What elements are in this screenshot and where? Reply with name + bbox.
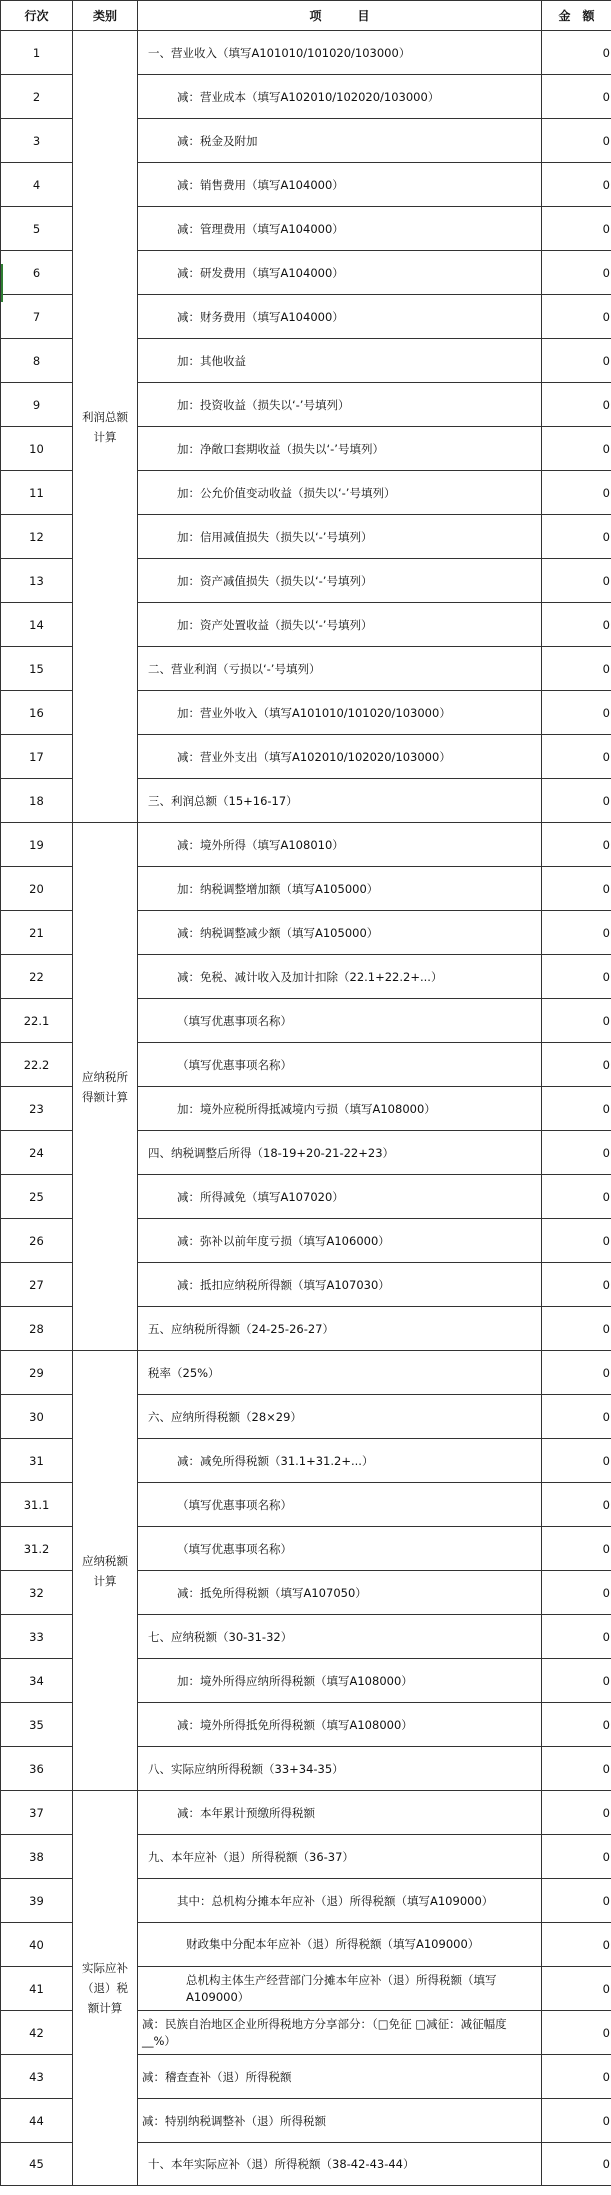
row-number: 13 xyxy=(1,559,73,603)
row-amount[interactable]: 0 xyxy=(542,823,611,867)
table-row xyxy=(1,823,611,867)
row-amount[interactable]: 0 xyxy=(542,911,611,955)
category-actual-refund: 实际应补（退）税额计算 xyxy=(73,1791,138,2186)
row-item: 减：财务费用（填写A104000） xyxy=(138,295,542,339)
row-number: 18 xyxy=(1,779,73,823)
row-marker xyxy=(1,264,3,302)
row-number: 6 xyxy=(1,251,73,295)
row-number: 5 xyxy=(1,207,73,251)
row-amount[interactable]: 0 xyxy=(542,339,611,383)
row-item: 加：资产减值损失（损失以‘-’号填列） xyxy=(138,559,542,603)
row-item: 四、纳税调整后所得（18-19+20-21-22+23） xyxy=(138,1131,542,1175)
row-number: 23 xyxy=(1,1087,73,1131)
row-amount[interactable]: 0 xyxy=(542,559,611,603)
category-taxable-income: 应纳税所得额计算 xyxy=(73,823,138,1351)
row-amount[interactable]: 0 xyxy=(542,779,611,823)
row-item: 六、应纳所得税额（28×29） xyxy=(138,1395,542,1439)
row-number: 22.1 xyxy=(1,999,73,1043)
row-number: 44 xyxy=(1,2099,73,2143)
row-number: 8 xyxy=(1,339,73,383)
row-number: 37 xyxy=(1,1791,73,1835)
row-number: 2 xyxy=(1,75,73,119)
row-amount[interactable]: 0 xyxy=(542,1791,611,1835)
row-amount[interactable]: 0 xyxy=(542,251,611,295)
header-amount: 金 额 xyxy=(542,1,611,31)
row-item: （填写优惠事项名称） xyxy=(138,999,542,1043)
row-number: 40 xyxy=(1,1923,73,1967)
row-number: 26 xyxy=(1,1219,73,1263)
row-amount[interactable]: 0 xyxy=(542,1483,611,1527)
row-item: 减：营业成本（填写A102010/102020/103000） xyxy=(138,75,542,119)
row-amount[interactable]: 0 xyxy=(542,163,611,207)
row-item: 三、利润总额（15+16-17） xyxy=(138,779,542,823)
category-tax-payable: 应纳税额计算 xyxy=(73,1351,138,1791)
row-number: 29 xyxy=(1,1351,73,1395)
row-item: 减：民族自治地区企业所得税地方分享部分：（□免征 □减征：减征幅度__%） xyxy=(138,2011,542,2055)
row-item: 加：纳税调整增加额（填写A105000） xyxy=(138,867,542,911)
row-item: （填写优惠事项名称） xyxy=(138,1527,542,1571)
row-amount[interactable]: 0 xyxy=(542,295,611,339)
row-item: 一、营业收入（填写A101010/101020/103000） xyxy=(138,31,542,75)
row-item: 税率（25%） xyxy=(138,1351,542,1395)
row-number: 17 xyxy=(1,735,73,779)
row-amount[interactable]: 0 xyxy=(542,1175,611,1219)
row-number: 22 xyxy=(1,955,73,999)
row-number: 12 xyxy=(1,515,73,559)
row-item: 减：销售费用（填写A104000） xyxy=(138,163,542,207)
row-item: 减：特别纳税调整补（退）所得税额 xyxy=(138,2099,542,2143)
row-amount[interactable]: 0 xyxy=(542,1879,611,1923)
row-item: 加：营业外收入（填写A101010/101020/103000） xyxy=(138,691,542,735)
row-number: 10 xyxy=(1,427,73,471)
row-item: 总机构主体生产经营部门分摊本年应补（退）所得税额（填写A109000） xyxy=(138,1967,542,2011)
row-amount[interactable]: 0 xyxy=(542,647,611,691)
row-item: 减：税金及附加 xyxy=(138,119,542,163)
row-number: 28 xyxy=(1,1307,73,1351)
row-item: （填写优惠事项名称） xyxy=(138,1483,542,1527)
row-item: 减：管理费用（填写A104000） xyxy=(138,207,542,251)
row-amount[interactable]: 0 xyxy=(542,1087,611,1131)
row-amount[interactable]: 0 xyxy=(542,2055,611,2099)
table-row xyxy=(1,1791,611,1835)
table-row xyxy=(1,1351,611,1395)
row-item: 减：抵扣应纳税所得额（填写A107030） xyxy=(138,1263,542,1307)
row-amount[interactable]: 0 xyxy=(542,691,611,735)
row-number: 42 xyxy=(1,2011,73,2055)
row-number: 9 xyxy=(1,383,73,427)
row-amount[interactable]: 0 xyxy=(542,383,611,427)
row-amount[interactable]: 0 xyxy=(542,1615,611,1659)
row-item: 减：稽查查补（退）所得税额 xyxy=(138,2055,542,2099)
row-item: 减：抵免所得税额（填写A107050） xyxy=(138,1571,542,1615)
row-item: 七、应纳税额（30-31-32） xyxy=(138,1615,542,1659)
row-item: 加：投资收益（损失以‘-’号填列） xyxy=(138,383,542,427)
row-amount[interactable]: 0 xyxy=(542,2143,611,2186)
row-amount[interactable]: 0 xyxy=(542,1395,611,1439)
row-item: 加：资产处置收益（损失以‘-’号填列） xyxy=(138,603,542,647)
row-number: 21 xyxy=(1,911,73,955)
row-item: 二、营业利润（亏损以‘-’号填列） xyxy=(138,647,542,691)
row-amount[interactable]: 0 xyxy=(542,471,611,515)
row-amount[interactable]: 0 xyxy=(542,1923,611,1967)
row-number: 24 xyxy=(1,1131,73,1175)
row-number: 20 xyxy=(1,867,73,911)
row-item: 十、本年实际应补（退）所得税额（38-42-43-44） xyxy=(138,2143,542,2186)
row-amount[interactable]: 0 xyxy=(542,75,611,119)
row-amount[interactable]: 0 xyxy=(542,427,611,471)
row-amount[interactable]: 0 xyxy=(542,207,611,251)
row-number: 36 xyxy=(1,1747,73,1791)
row-item: 加：净敞口套期收益（损失以‘-’号填列） xyxy=(138,427,542,471)
row-item: 减：免税、减计收入及加计扣除（22.1+22.2+...） xyxy=(138,955,542,999)
row-item: 加：公允价值变动收益（损失以‘-’号填列） xyxy=(138,471,542,515)
row-item: 加：信用减值损失（损失以‘-’号填列） xyxy=(138,515,542,559)
row-amount[interactable]: 0 xyxy=(542,1263,611,1307)
row-number: 32 xyxy=(1,1571,73,1615)
row-number: 25 xyxy=(1,1175,73,1219)
header-row-number: 行次 xyxy=(1,1,73,31)
row-number: 35 xyxy=(1,1703,73,1747)
row-amount[interactable]: 0 xyxy=(542,2011,611,2055)
row-item: 加：境外应税所得抵减境内亏损（填写A108000） xyxy=(138,1087,542,1131)
row-item: 加：其他收益 xyxy=(138,339,542,383)
row-number: 16 xyxy=(1,691,73,735)
row-item: 减：纳税调整减少额（填写A105000） xyxy=(138,911,542,955)
row-amount[interactable]: 0 xyxy=(542,515,611,559)
row-amount[interactable]: 0 xyxy=(542,1219,611,1263)
category-profit-total: 利润总额计算 xyxy=(73,31,138,823)
row-item: 减：境外所得（填写A108010） xyxy=(138,823,542,867)
row-amount[interactable]: 0 xyxy=(542,1351,611,1395)
row-amount[interactable]: 0 xyxy=(542,867,611,911)
row-item: 财政集中分配本年应补（退）所得税额（填写A109000） xyxy=(138,1923,542,1967)
row-item: 减：所得减免（填写A107020） xyxy=(138,1175,542,1219)
row-number: 30 xyxy=(1,1395,73,1439)
row-number: 14 xyxy=(1,603,73,647)
row-amount[interactable]: 0 xyxy=(542,1307,611,1351)
row-amount[interactable]: 0 xyxy=(542,735,611,779)
row-amount[interactable]: 0 xyxy=(542,1571,611,1615)
row-item: 九、本年应补（退）所得税额（36-37） xyxy=(138,1835,542,1879)
row-item: 减：减免所得税额（31.1+31.2+...） xyxy=(138,1439,542,1483)
row-number: 31.1 xyxy=(1,1483,73,1527)
table-row xyxy=(1,31,611,75)
row-number: 1 xyxy=(1,31,73,75)
row-item: 八、实际应纳所得税额（33+34-35） xyxy=(138,1747,542,1791)
row-amount[interactable]: 0 xyxy=(542,2099,611,2143)
row-amount[interactable]: 0 xyxy=(542,955,611,999)
row-amount[interactable]: 0 xyxy=(542,999,611,1043)
row-number: 31.2 xyxy=(1,1527,73,1571)
row-number: 39 xyxy=(1,1879,73,1923)
row-item: 减：本年累计预缴所得税额 xyxy=(138,1791,542,1835)
row-amount[interactable]: 0 xyxy=(542,1835,611,1879)
row-number: 27 xyxy=(1,1263,73,1307)
row-item: 减：研发费用（填写A104000） xyxy=(138,251,542,295)
row-amount[interactable]: 0 xyxy=(542,1747,611,1791)
header-item: 项 目 xyxy=(138,1,542,31)
row-item: 其中：总机构分摊本年应补（退）所得税额（填写A109000） xyxy=(138,1879,542,1923)
row-number: 43 xyxy=(1,2055,73,2099)
row-number: 31 xyxy=(1,1439,73,1483)
row-item: 减：营业外支出（填写A102010/102020/103000） xyxy=(138,735,542,779)
row-amount[interactable]: 0 xyxy=(542,1967,611,2011)
row-number: 11 xyxy=(1,471,73,515)
row-amount[interactable]: 0 xyxy=(542,1439,611,1483)
row-number: 34 xyxy=(1,1659,73,1703)
row-amount[interactable]: 0 xyxy=(542,1131,611,1175)
row-number: 38 xyxy=(1,1835,73,1879)
row-amount[interactable]: 0 xyxy=(542,1703,611,1747)
row-number: 7 xyxy=(1,295,73,339)
row-number: 19 xyxy=(1,823,73,867)
row-number: 22.2 xyxy=(1,1043,73,1087)
row-number: 33 xyxy=(1,1615,73,1659)
row-amount[interactable]: 0 xyxy=(542,1527,611,1571)
row-amount[interactable]: 0 xyxy=(542,1043,611,1087)
row-amount[interactable]: 0 xyxy=(542,31,611,75)
row-amount[interactable]: 0 xyxy=(542,119,611,163)
row-number: 45 xyxy=(1,2143,73,2186)
row-item: （填写优惠事项名称） xyxy=(138,1043,542,1087)
header-category: 类别 xyxy=(73,1,138,31)
row-number: 15 xyxy=(1,647,73,691)
row-item: 减：弥补以前年度亏损（填写A106000） xyxy=(138,1219,542,1263)
row-item: 加：境外所得应纳所得税额（填写A108000） xyxy=(138,1659,542,1703)
row-number: 41 xyxy=(1,1967,73,2011)
row-item: 五、应纳税所得额（24-25-26-27） xyxy=(138,1307,542,1351)
row-amount[interactable]: 0 xyxy=(542,603,611,647)
row-number: 4 xyxy=(1,163,73,207)
header-row xyxy=(1,1,611,31)
row-amount[interactable]: 0 xyxy=(542,1659,611,1703)
row-item: 减：境外所得抵免所得税额（填写A108000） xyxy=(138,1703,542,1747)
row-number: 3 xyxy=(1,119,73,163)
